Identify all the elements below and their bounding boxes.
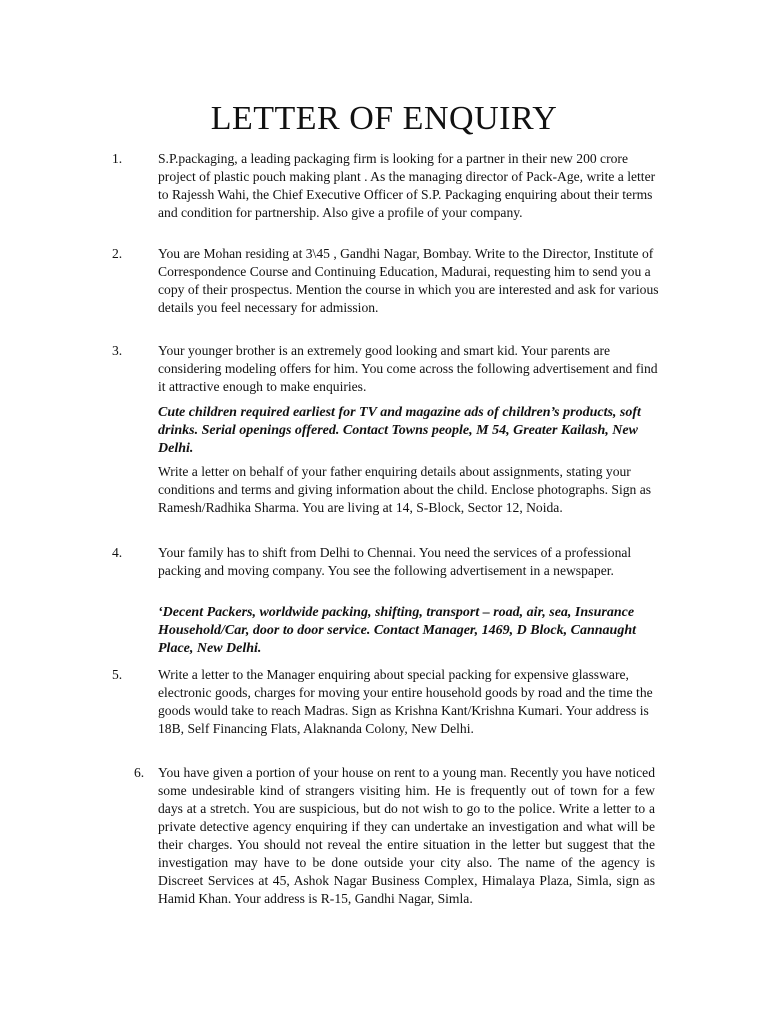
item-number: 3. — [112, 343, 123, 358]
advertisement-quote: Cute children required earliest for TV and magazine ads of children’s products, soft drinks. Serial openings offered. Contact Towns people, M 54, Greater Kailash, New Delhi. — [158, 405, 641, 456]
item-paragraph: Write a letter on behalf of your father enquiring details about assignments, stating your conditions and terms and giving information about the child. Enclose photographs. Sign as Ramesh/Radhika Sharma. You are living at 14, S-Block, Sector 12, Noida. — [158, 464, 652, 515]
item-number: 6. — [134, 765, 145, 780]
item-paragraph: You have given a portion of your house on rent to a young man. Recently you have noticed some undesirable kind of strangers visiting him. He is frequently out of town for a few days at a stretch. You are suspicious, but do not wish to go to the police. Write a letter to a private detective agency enquiring if they can undertake an investigation and what will be their charges. You should not reveal the entire situation in the letter but suggest that the investigation may have to be done outside your city also. The name of the agency is Discreet Services at 45, Ashok Nagar Business Complex, Himalaya Plaza, Simla, sign as Hamid Khan. Your address is R-15, Gandhi Nagar, Simla. — [158, 765, 655, 906]
item-number: 2. — [112, 246, 123, 261]
page-title: LETTER OF ENQUIRY — [210, 100, 558, 137]
item-paragraph: Your younger brother is an extremely good looking and smart kid. Your parents are considering modeling offers for him. You come across the following advertisement and find it attractive enough to make enquiries. — [158, 343, 658, 394]
item-paragraph: Write a letter to the Manager enquiring about special packing for expensive glassware, electronic goods, charges for moving your entire household goods by road and the time the goods would take to reach Madras. Sign as Krishna Kant/Krishna Kumari. Your address is 18B, Self Financing Flats, Alaknanda Colony, New Delhi. — [158, 667, 653, 736]
item-number: 5. — [112, 667, 123, 682]
item-paragraph: S.P.packaging, a leading packaging firm is looking for a partner in their new 200 crore project of plastic pouch making plant . As the managing director of Pack-Age, write a letter to Rajessh Wahi, the Chief Executive Officer of S.P. Packaging enquiring about their terms and condition for partnership. Also give a profile of your company. — [158, 151, 656, 220]
advertisement-quote: ‘Decent Packers, worldwide packing, shifting, transport – road, air, sea, Insurance Household/Car, door to door service. Contact Manager, 1469, D Block, Cannaught Place, New Delhi. — [158, 605, 637, 656]
item-paragraph: You are Mohan residing at 3\45 , Gandhi Nagar, Bombay. Write to the Director, Institute of Correspondence Course and Continuing Education, Madurai, requesting him to send you a copy of their prospectus. Mention the course in which you are interested and ask for various details you feel necessary for admission. — [158, 246, 659, 315]
item-number: 4. — [112, 545, 123, 560]
item-number: 1. — [112, 151, 123, 166]
item-paragraph: Your family has to shift from Delhi to Chennai. You need the services of a professional packing and moving company. You see the following advertisement in a newspaper. — [158, 545, 632, 578]
